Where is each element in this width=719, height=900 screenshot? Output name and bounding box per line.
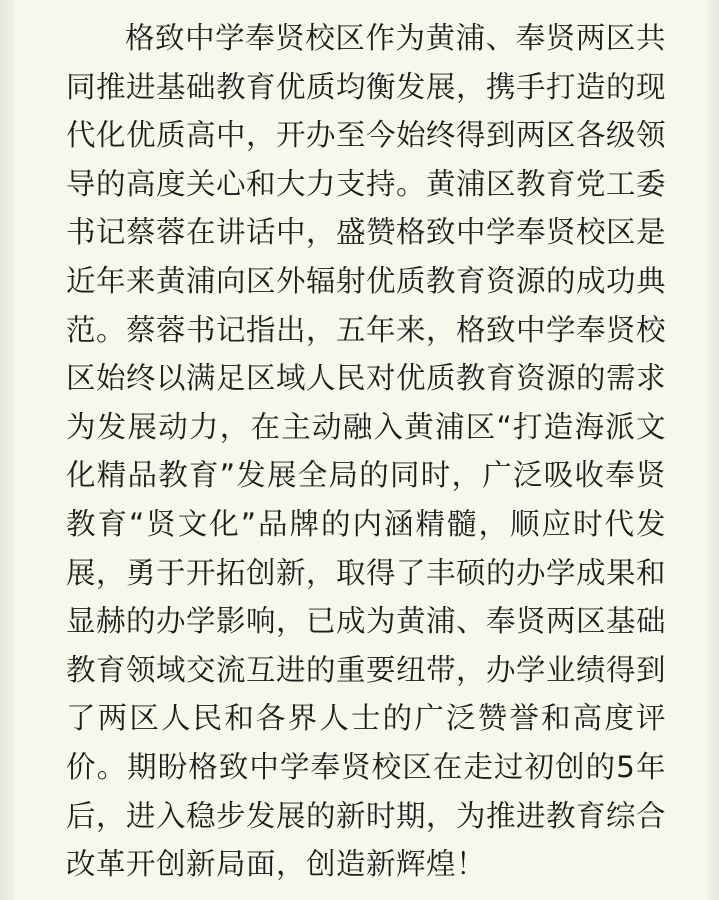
- page-edge-right: [707, 0, 719, 900]
- page-edge-left: [0, 0, 14, 900]
- article-paragraph: 格致中学奉贤校区作为黄浦、奉贤两区共同推进基础教育优质均衡发展，携手打造的现代化优质高中，开办至今始终得到两区各级领导的高度关心和大力支持。黄浦区教育党工委书记蔡蓉在讲话中，盛赞格致中学奉贤校区是近年来黄浦向区外辐射优质教育资源的成功典范。蔡蓉书记指出，五年来，格致中学奉贤校区始终以满足区域人民对优质教育资源的需求为发展动力，在主动融入黄浦区“打造海派文化精品教育”发展全局的同时，广泛吸收奉贤教育“贤文化”品牌的内涵精髓，顺应时代发展，勇于开拓创新，取得了丰硕的办学成果和显赫的办学影响，已成为黄浦、奉贤两区基础教育领域交流互进的重要纽带，办学业绩得到了两区人民和各界人士的广泛赞誉和高度评价。期盼格致中学奉贤校区在走过初创的5年后，进入稳步发展的新时期，为推进教育综合改革开创新局面，创造新辉煌！: [66, 21, 667, 882]
